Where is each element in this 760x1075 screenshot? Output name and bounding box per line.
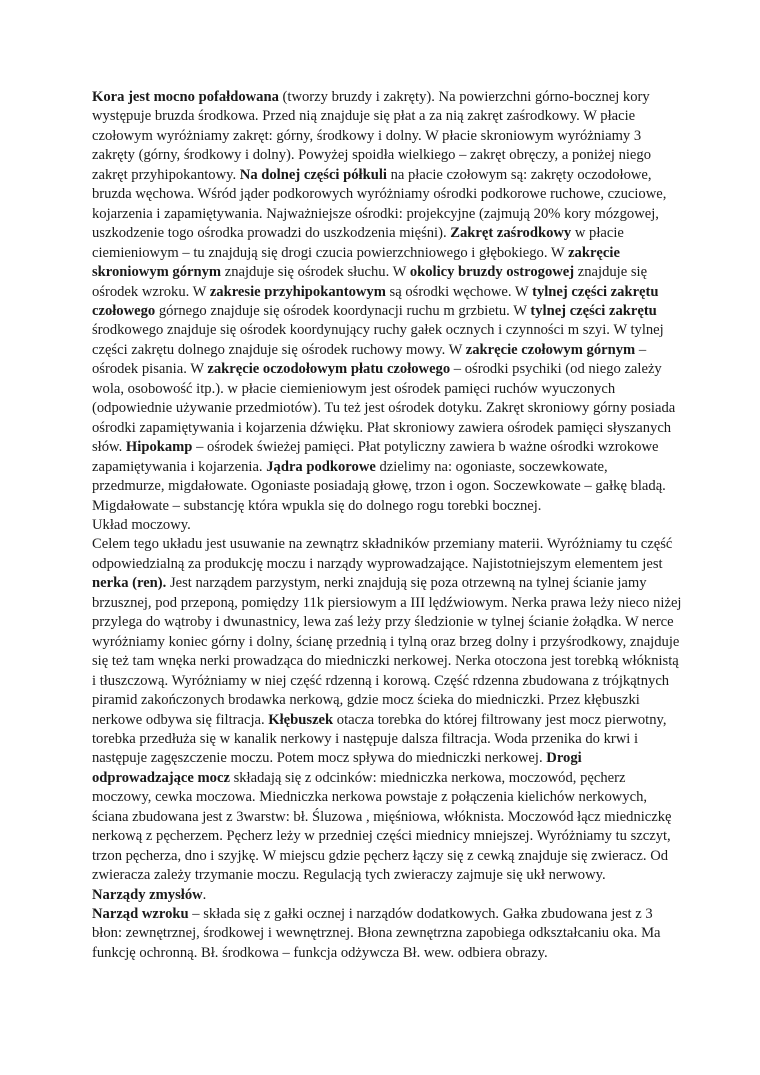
bold-term: zakręcie skroniowym górnym <box>92 244 620 281</box>
text-run: Celem tego układu jest usuwanie na zewnątrz składników przemiany materii. Wyróżniamy tu część odpowiedzialną za produkcję moczu i narządy wyprowadzające. Najistotniejszym elementem jest <box>92 536 673 572</box>
text-run: . <box>202 886 207 903</box>
text-run: Jest narządem parzystym, nerki znajdują się poza otrzewną na tylnej ścianie jamy brzusznej, pod przeponą, pomiędzy 11k piersiowym a III lędźwiowym. Nerka prawa leży nieco niżej przylega do wątroby i dwunastnicy, lewa zaś leży przy śledzionie w tylnej ścianie żołądka. W nerce wyróżniamy koniec górny i dolny, ścianę przednią i tylną oraz brzeg dolny i przyśrodkowy, znajduje się też tam wnęka nerki prowadząca do miedniczki nerkowej. Nerka otoczona jest torebką włóknistą i tłuszczową. Wyróżniamy w niej część rdzenną i korową. Część rdzenna zbudowana z trójkątnych piramid zakończonych brodawka nerkową, gdzie mocz ścieka do miedniczki. Przez kłębuszki nerkowe odbywa się filtracja. <box>92 575 682 728</box>
text-run: na płacie czołowym są: zakręty oczodołowe, bruzda węchowa. Wśród jąder podkorowych wyróżniamy ośrodki podkorowe ruchowe, czuciowe, kojarzenia i zapamiętywania. Najważniejsze ośrodki: projekcyjne (zajmują 20% kory mózgowej, uszkodzenie togo ośrodka prowadzi do uszkodzenia mięśni). <box>92 166 667 242</box>
bold-term: Na dolnej części półkuli <box>239 166 387 183</box>
text-run: znajduje się ośrodek słuchu. W <box>221 264 410 281</box>
text-run: – ośrodki psychiki (od niego zależy wola, osobowość itp.). w płacie ciemieniowym jest ośrodek pamięci ruchów wyuczonych (odpowiednie używanie przedmiotów). Tu też jest ośrodek dotyku. Zakręt skroniowy górny posiada ośrodki zapamiętywania i kojarzenia dźwięku. Płat skroniowy zawiera ośrodek pamięci słyszanych słów. <box>92 361 676 456</box>
text-run: (tworzy bruzdy i zakręty). Na powierzchni górno-bocznej kory występuje bruzda środkowa. Przed nią znajduje się płat a za nią zakręt zaśrodkowy. W płacie czołowym wyróżniamy zakręt: górny, środkowy i dolny. W płacie skroniowym wyróżniamy 3 zakręty (górny, środkowy i dolny). Powyżej spoidła wielkiego – zakręt obręczy, a poniżej niego zakręt przyhipokantowy. <box>92 89 651 183</box>
bold-term: Zakręt zaśrodkowy <box>450 225 572 242</box>
bold-term: Narządy zmysłów <box>92 886 203 903</box>
document-body <box>92 88 682 963</box>
bold-term: zakresie przyhipokantowym <box>209 283 386 300</box>
paragraph-uklad-moczowy <box>92 535 682 885</box>
bold-term: Kora jest mocno pofałdowana <box>92 89 279 105</box>
text-run: – ośrodek świeżej pamięci. Płat potyliczny zawiera b ważne ośrodki wzrokowe zapamiętywania i kojarzenia. <box>92 439 659 475</box>
bold-term: Hipokamp <box>125 439 193 456</box>
bold-term: zakręcie oczodołowym płatu czołowego <box>207 361 451 378</box>
bold-term: tylnej części zakrętu czołowego <box>92 283 659 319</box>
bold-term: nerka (ren). <box>92 575 167 592</box>
text-run: znajduje się ośrodek wzroku. W <box>92 264 648 300</box>
text-run: składają się z odcinków: miedniczka nerkowa, moczowód, pęcherz moczowy, cewka moczowa. Miedniczka nerkowa powstaje z połączenia kielichów nerkowych, ściana zbudowana jest z 3warstw: bł. Śluzowa , mięśniowa, włóknista. Moczowód łącz miedniczkę nerkową z pęcherzem. Pęcherz leży w przedniej części miednicy mniejszej. Wyróżniamy tu szczyt, trzon pęcherza, dno i szyjkę. W miejscu gdzie pęcherz łączy się z cewką znajduje się zwieracz. Od zwieracza zależy trzymanie moczu. Regulacją tych zwieraczy zajmuje się ukł nerwowy. <box>92 769 672 884</box>
text-run: – ośrodek pisania. W <box>92 341 647 378</box>
bold-term: Narząd wzroku <box>92 906 189 923</box>
text-run: otacza torebka do której filtrowany jest mocz pierwotny, torebka przedłuża się w kanalik nerkowy i następuje dalsza filtracja. Woda przenika do krwi i następuje zagęszczenie moczu. Potem mocz spływa do miedniczki nerkowej. <box>92 711 667 767</box>
paragraph-kora <box>92 88 682 516</box>
bold-term: zakręcie czołowym górnym <box>465 341 636 358</box>
text-run: środkowego znajduje się ośrodek koordynujący ruchy gałek ocznych i czynności m szyi. W tylnej części zakrętu dolnego znajduje się ośrodek ruchowy mowy. W <box>92 322 664 358</box>
heading-narzady-zmyslow <box>92 886 682 905</box>
text-run: – składa się z gałki ocznej i narządów dodatkowych. Gałka zbudowana jest z 3 błon: zewnętrznej, środkowej i wewnętrznej. Błona zewnętrzna zapobiega odkształcaniu oka. Ma funkcję ochronną. Bł. środkowa – funkcja odżywcza Bł. wew. odbiera obrazy. <box>92 906 661 961</box>
text-run: w płacie ciemieniowym – tu znajdują się drogi czucia powierzchniowego i głębokiego. W <box>92 225 624 261</box>
bold-term: okolicy bruzdy ostrogowej <box>409 264 575 281</box>
text-run: górnego znajduje się ośrodek koordynacji ruchu m grzbietu. W <box>155 302 531 319</box>
bold-term: Drogi odprowadzające mocz <box>92 750 582 786</box>
bold-term: tylnej części zakrętu <box>530 302 657 319</box>
bold-term: Jądra podkorowe <box>266 458 376 475</box>
paragraph-narzad-wzroku <box>92 905 682 963</box>
text-run: są ośrodki węchowe. W <box>385 283 533 300</box>
heading-uklad-moczowy <box>92 516 682 535</box>
text-run: dzielimy na: ogoniaste, soczewkowate, przedmurze, migdałowate. Ogoniaste posiadają głowę, trzon i ogon. Soczewkowate – gałkę bladą. Migdałowate – substancję która wpukla się do dolnego rogu torebki bocznej. <box>92 458 666 514</box>
bold-term: Kłębuszek <box>268 711 334 728</box>
text-run: Układ moczowy. <box>92 516 191 533</box>
